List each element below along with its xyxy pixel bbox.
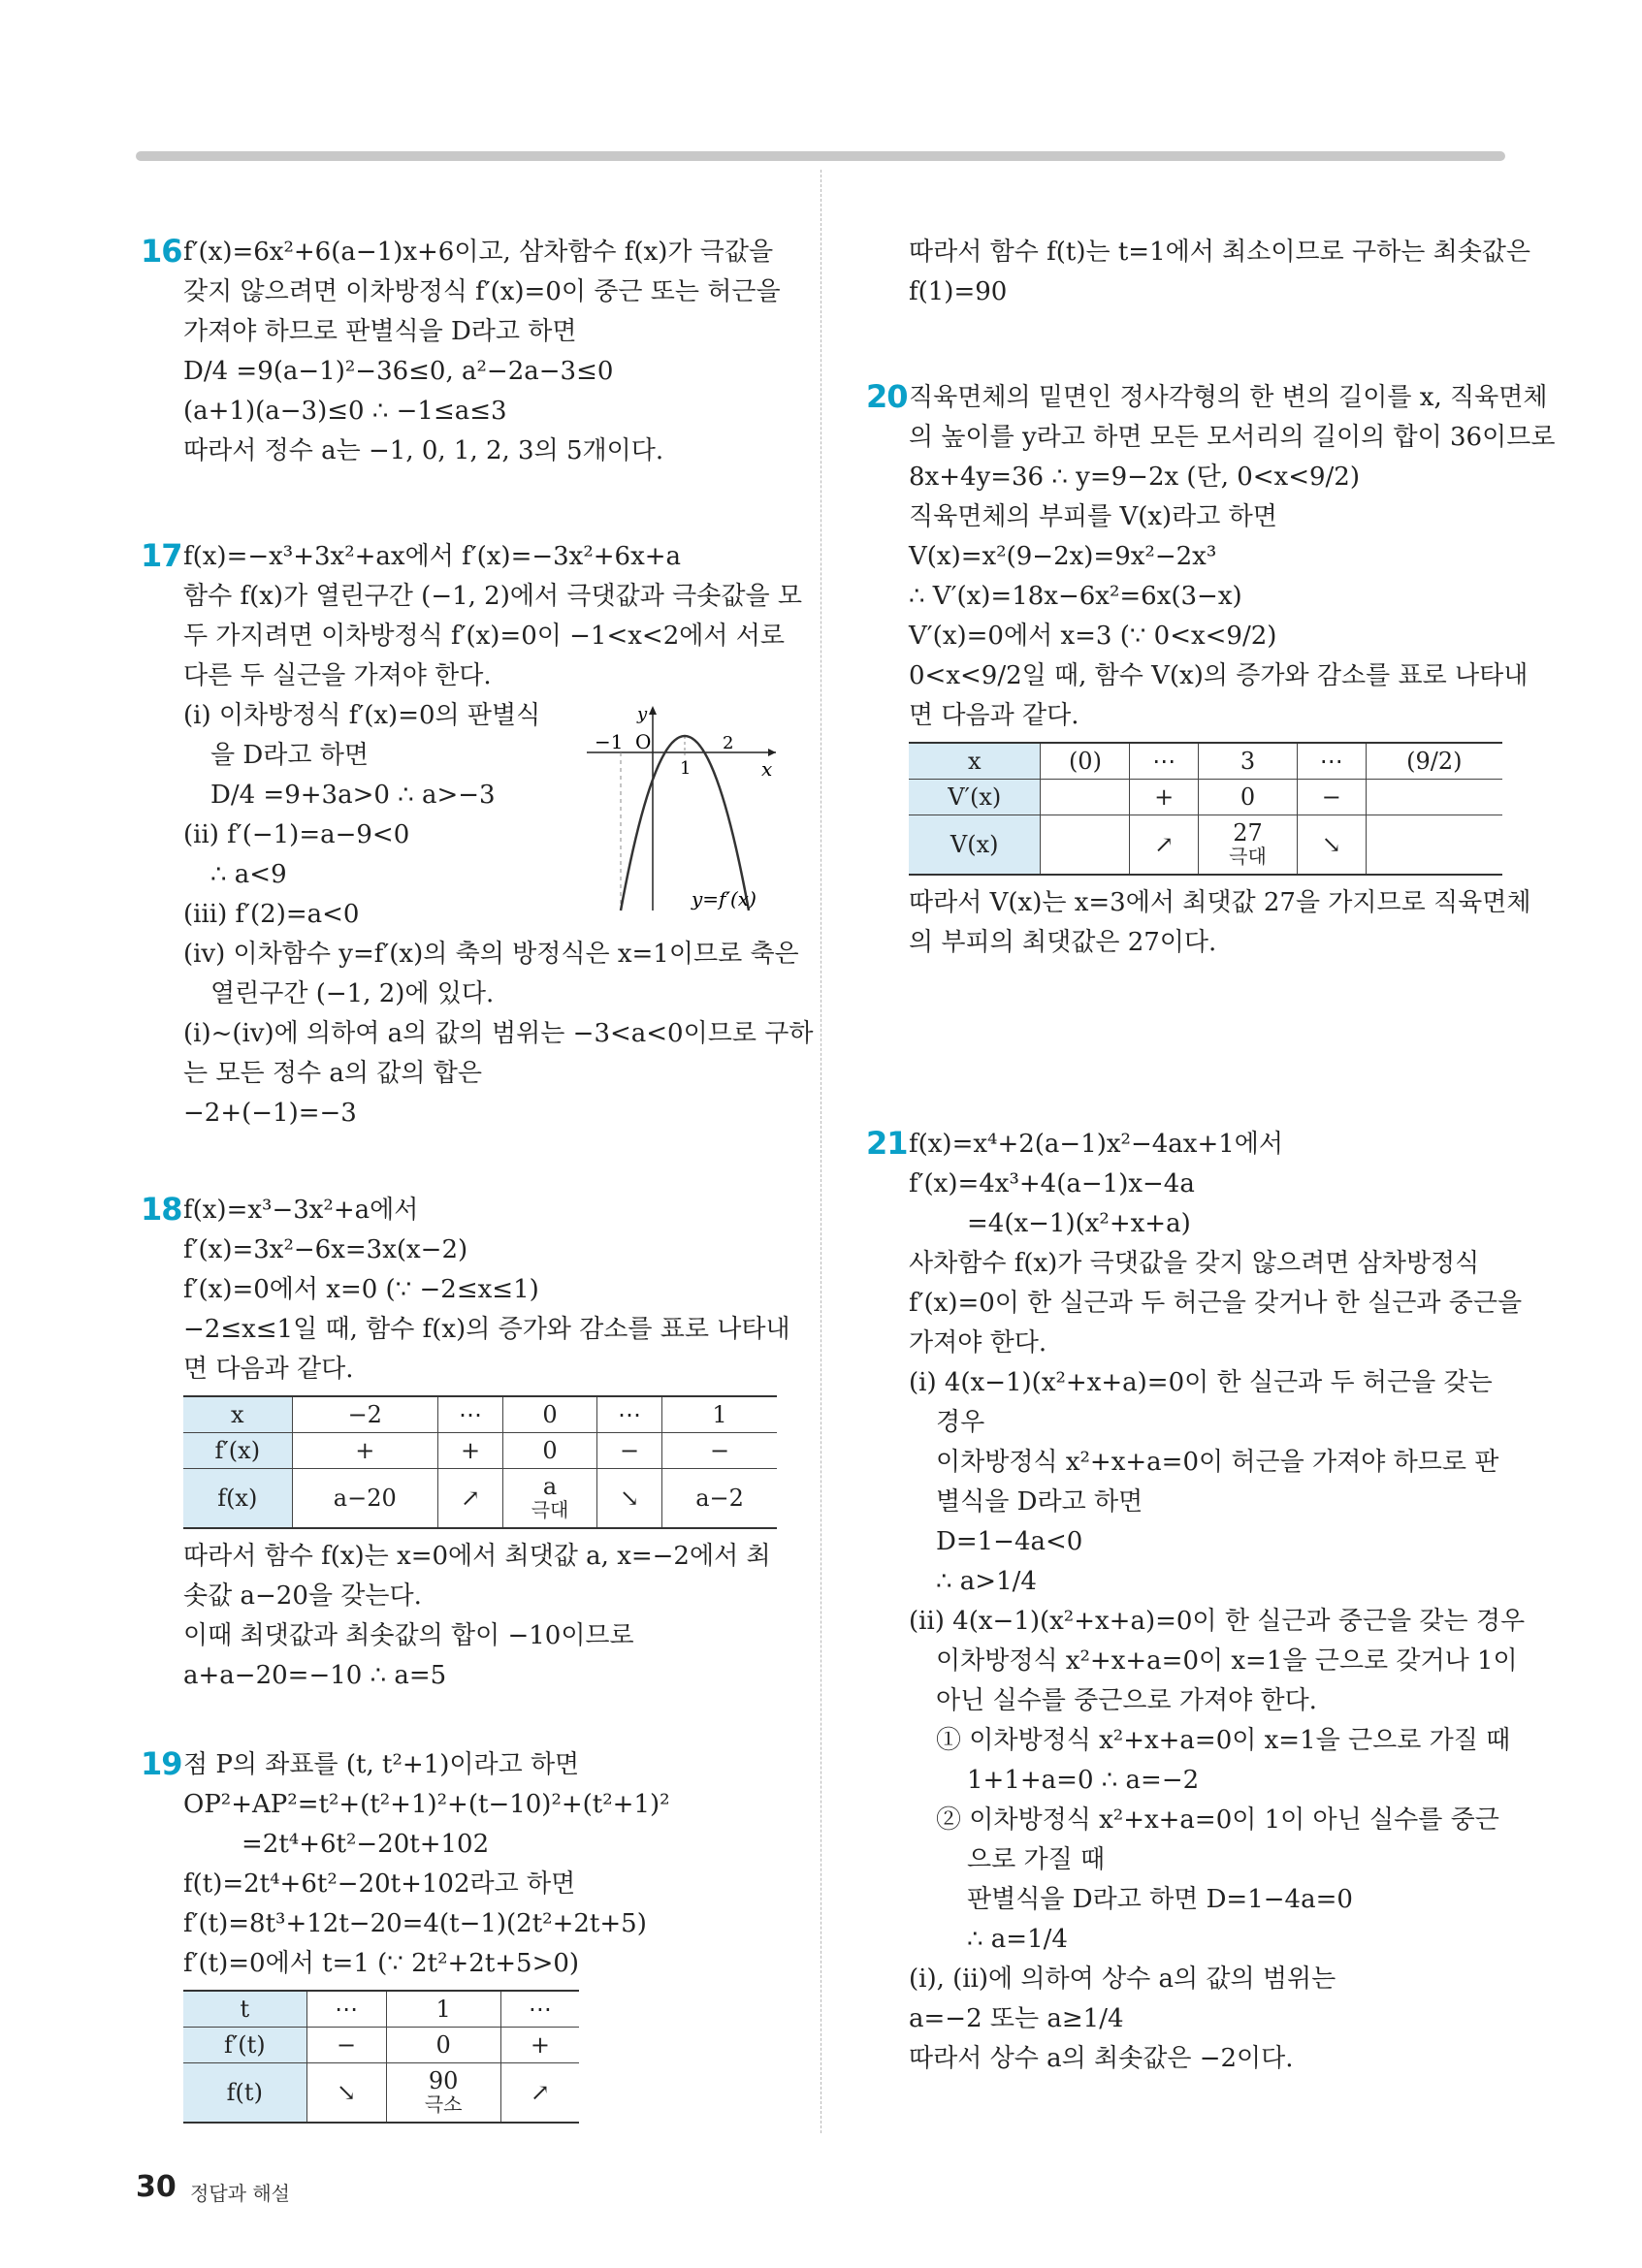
- solution-line: 따라서 함수 f(t)는 t=1에서 최소이므로 구하는 최솟값은: [909, 238, 1531, 267]
- table-cell: +: [437, 1433, 502, 1469]
- solution-line: D=1−4a<0: [936, 1527, 1083, 1556]
- table-cell: ⋯: [596, 1396, 661, 1433]
- solution-line: D/4 =9+3a>0 ∴ a>−3: [210, 781, 496, 810]
- solution-line: ∴ a>1/4: [936, 1567, 1037, 1596]
- table-cell: +: [500, 2028, 579, 2063]
- cell-label: 극대: [531, 1498, 569, 1521]
- solution-line: (a+1)(a−3)≤0 ∴ −1≤a≤3: [183, 397, 507, 426]
- curve-label: y=f′(x): [692, 887, 757, 910]
- solution-line: −2≤x≤1일 때, 함수 f(x)의 증가와 감소를 표로 나타내: [183, 1315, 790, 1344]
- table-cell: ↘: [306, 2063, 386, 2124]
- solution-line: 판별식을 D라고 하면 D=1−4a=0: [967, 1885, 1353, 1914]
- solution-line: f′(x)=6x²+6(a−1)x+6이고, 삼차함수 f(x)가 극값을: [183, 238, 774, 267]
- table-cell: [1366, 815, 1502, 876]
- problem-19: [141, 1745, 781, 2131]
- solution-line: f′(x)=3x²−6x=3x(x−2): [183, 1235, 468, 1264]
- table-cell: 0: [386, 2028, 500, 2063]
- solution-line: 면 다음과 같다.: [909, 701, 1079, 730]
- solution-line: (ⅰ)~(ⅳ)에 의하여 a의 값의 범위는 −3<a<0이므로 구하: [183, 1019, 814, 1048]
- problem-number: 19: [141, 1745, 182, 1782]
- solution-line: 을 D라고 하면: [210, 741, 369, 770]
- table-cell: −: [1297, 780, 1366, 815]
- solution-line: ② 이차방정식 x²+x+a=0이 1이 아닌 실수를 중근: [936, 1805, 1499, 1835]
- solution-line: 직육면체의 부피를 V(x)라고 하면: [909, 502, 1277, 531]
- solution-line: f(x)=−x³+3x²+ax에서 f′(x)=−3x²+6x+a: [183, 542, 682, 571]
- table-cell: V(x): [909, 815, 1041, 876]
- solution-line: 다른 두 실근을 가져야 한다.: [183, 661, 492, 690]
- problem-16: [141, 233, 781, 471]
- table-cell: ↗: [437, 1469, 502, 1529]
- table-cell: ⋯: [306, 1991, 386, 2028]
- solution-line: 8x+4y=36 ∴ y=9−2x (단, 0<x<9/2): [909, 463, 1360, 492]
- table-cell: 1: [662, 1396, 777, 1433]
- table-cell: V′(x): [909, 780, 1041, 815]
- solution-line: 의 높이를 y라고 하면 모든 모서리의 길이의 합이 36이므로: [909, 423, 1556, 452]
- table-cell: ↗: [1130, 815, 1199, 876]
- solution-line: f(1)=90: [909, 277, 1008, 306]
- table-cell: [1041, 780, 1130, 815]
- table-cell: 0: [503, 1396, 597, 1433]
- solution-line: f′(t)=8t³+12t−20=4(t−1)(2t²+2t+5): [183, 1909, 647, 1938]
- variation-table: [183, 1395, 777, 1529]
- tick-label-neg1: −1: [595, 730, 624, 753]
- table-cell: [503, 1469, 597, 1529]
- solution-line: 따라서 V(x)는 x=3에서 최댓값 27을 가지므로 직육면체: [909, 888, 1531, 917]
- solution-line: 경우: [936, 1408, 985, 1437]
- problem-number: 21: [866, 1125, 908, 1162]
- solution-line: ① 이차방정식 x²+x+a=0이 x=1을 근으로 가질 때: [936, 1726, 1511, 1755]
- problem-number: 20: [866, 378, 908, 415]
- solution-line: 따라서 상수 a의 최솟값은 −2이다.: [909, 2044, 1294, 2073]
- solution-line: 사차함수 f(x)가 극댓값을 갖지 않으려면 삼차방정식: [909, 1249, 1480, 1278]
- solution-line: (ⅱ) 4(x−1)(x²+x+a)=0이 한 실근과 중근을 갖는 경우: [909, 1607, 1526, 1636]
- cell-value: a: [542, 1473, 558, 1500]
- solution-line: 별식을 D라고 하면: [936, 1487, 1143, 1517]
- solution-line: 함수 f(x)가 열린구간 (−1, 2)에서 극댓값과 극솟값을 모: [183, 582, 802, 611]
- table-cell: 0: [1199, 780, 1298, 815]
- solution-line: (ⅲ) f′(2)=a<0: [183, 900, 360, 929]
- solution-line: 으로 가질 때: [967, 1845, 1106, 1874]
- table-cell: [1199, 815, 1298, 876]
- cell-label: 극소: [424, 2092, 463, 2116]
- cell-value: 27: [1233, 819, 1263, 847]
- variation-table: [909, 742, 1502, 876]
- table-cell: x: [909, 743, 1041, 780]
- solution-line: 이차방정식 x²+x+a=0이 허근을 가져야 하므로 판: [936, 1448, 1499, 1477]
- problem-17: [141, 537, 814, 1134]
- parabola-graph: [577, 702, 781, 915]
- table-cell: a−2: [662, 1469, 777, 1529]
- x-axis-label: x: [761, 757, 773, 781]
- problem-18: [141, 1191, 790, 1696]
- solution-line: V(x)=x²(9−2x)=9x²−2x³: [909, 542, 1217, 571]
- problem-21: [866, 1125, 1526, 2079]
- solution-line: f′(t)=0에서 t=1 (∵ 2t²+2t+5>0): [183, 1949, 580, 1978]
- solution-line: (ⅱ) f′(−1)=a−9<0: [183, 820, 410, 849]
- solution-line: 면 다음과 같다.: [183, 1355, 354, 1384]
- solution-line: f(t)=2t⁴+6t²−20t+102라고 하면: [183, 1869, 576, 1899]
- solution-line: 이차방정식 x²+x+a=0이 x=1을 근으로 갖거나 1이: [936, 1646, 1518, 1676]
- table-cell: (9/2): [1366, 743, 1502, 780]
- solution-line: (ⅰ), (ⅱ)에 의하여 상수 a의 값의 범위는: [909, 1965, 1336, 1994]
- solution-line: ∴ a<9: [210, 860, 287, 889]
- table-cell: 1: [386, 1991, 500, 2028]
- solution-line: D/4 =9(a−1)²−36≤0, a²−2a−3≤0: [183, 357, 614, 386]
- table-cell: x: [183, 1396, 292, 1433]
- solution-line: 아닌 실수를 중근으로 가져야 한다.: [936, 1686, 1317, 1715]
- solution-line: −2+(−1)=−3: [183, 1099, 357, 1128]
- solution-line: 두 가지려면 이차방정식 f′(x)=0이 −1<x<2에서 서로: [183, 622, 785, 651]
- table-cell: ↘: [596, 1469, 661, 1529]
- table-cell: −2: [292, 1396, 437, 1433]
- table-cell: 3: [1199, 743, 1298, 780]
- solution-line: 솟값 a−20을 갖는다.: [183, 1581, 422, 1611]
- solution-line: a=−2 또는 a≥1/4: [909, 2004, 1124, 2033]
- solution-line: OP²+AP²=t²+(t²+1)²+(t−10)²+(t²+1)²: [183, 1790, 670, 1819]
- tick-label-1: 1: [680, 758, 692, 779]
- footer-label: 정답과 해설: [190, 2182, 290, 2205]
- table-cell: +: [1130, 780, 1199, 815]
- solution-line: 따라서 정수 a는 −1, 0, 1, 2, 3의 5개이다.: [183, 436, 664, 465]
- table-cell: ⋯: [1297, 743, 1366, 780]
- variation-table: [183, 1990, 579, 2124]
- solution-line: 이때 최댓값과 최솟값의 합이 −10이므로: [183, 1621, 634, 1650]
- table-cell: 0: [503, 1433, 597, 1469]
- solution-line: f′(x)=0이 한 실근과 두 허근을 갖거나 한 실근과 중근을: [909, 1289, 1523, 1318]
- solution-line: f′(x)=4x³+4(a−1)x−4a: [909, 1169, 1195, 1198]
- x-axis-arrow: [768, 749, 776, 756]
- table-cell: ⋯: [1130, 743, 1199, 780]
- table-cell: ⋯: [437, 1396, 502, 1433]
- solution-line: 가져야 한다.: [909, 1328, 1047, 1358]
- solution-line: V′(x)=0에서 x=3 (∵ 0<x<9/2): [909, 622, 1277, 651]
- solution-line: =2t⁴+6t²−20t+102: [241, 1830, 490, 1859]
- solution-line: f′(x)=0에서 x=0 (∵ −2≤x≤1): [183, 1275, 539, 1304]
- table-cell: (0): [1041, 743, 1130, 780]
- y-axis-label: y: [637, 704, 648, 724]
- solution-line: f(x)=x⁴+2(a−1)x²−4ax+1에서: [909, 1130, 1284, 1159]
- solution-line: 0<x<9/2일 때, 함수 V(x)의 증가와 감소를 표로 나타내: [909, 661, 1529, 690]
- problem-19-continued: [866, 233, 1531, 312]
- solution-line: 는 모든 정수 a의 값의 합은: [183, 1059, 482, 1088]
- solution-line: 갖지 않으려면 이차방정식 f′(x)=0이 중근 또는 허근을: [183, 277, 781, 306]
- table-cell: f′(x): [183, 1433, 292, 1469]
- cell-label: 극대: [1229, 845, 1267, 868]
- y-axis-arrow: [649, 706, 657, 715]
- table-cell: ⋯: [500, 1991, 579, 2028]
- origin-label: O: [635, 730, 652, 753]
- solution-line: 열린구간 (−1, 2)에 있다.: [210, 979, 495, 1008]
- solution-line: 1+1+a=0 ∴ a=−2: [967, 1766, 1200, 1795]
- table-cell: [1366, 780, 1502, 815]
- cell-value: 90: [428, 2067, 459, 2094]
- solution-line: (ⅰ) 이차방정식 f′(x)=0의 판별식: [183, 701, 541, 730]
- table-cell: f(t): [183, 2063, 306, 2124]
- table-cell: −: [662, 1433, 777, 1469]
- solution-line: 직육면체의 밑면인 정사각형의 한 변의 길이를 x, 직육면체: [909, 383, 1548, 412]
- problem-number: 18: [141, 1191, 182, 1228]
- table-cell: −: [596, 1433, 661, 1469]
- table-cell: [1041, 815, 1130, 876]
- solution-line: 의 부피의 최댓값은 27이다.: [909, 928, 1217, 957]
- problem-number: 17: [141, 537, 182, 574]
- table-cell: f′(t): [183, 2028, 306, 2063]
- table-cell: ↗: [500, 2063, 579, 2124]
- table-cell: +: [292, 1433, 437, 1469]
- top-divider-bar: [136, 151, 1505, 161]
- table-cell: f(x): [183, 1469, 292, 1529]
- problem-number: 16: [141, 233, 182, 270]
- solution-line: 가져야 하므로 판별식을 D라고 하면: [183, 317, 577, 346]
- solution-line: (ⅳ) 이차함수 y=f′(x)의 축의 방정식은 x=1이므로 축은: [183, 940, 799, 969]
- solution-line: f(x)=x³−3x²+a에서: [183, 1196, 419, 1225]
- solution-line: ∴ V′(x)=18x−6x²=6x(3−x): [909, 582, 1242, 611]
- table-cell: a−20: [292, 1469, 437, 1529]
- solution-line: (ⅰ) 4(x−1)(x²+x+a)=0이 한 실근과 두 허근을 갖는: [909, 1368, 1493, 1397]
- solution-line: a+a−20=−10 ∴ a=5: [183, 1661, 447, 1690]
- page-number: 30: [136, 2170, 177, 2204]
- table-cell: [386, 2063, 500, 2124]
- table-cell: ↘: [1297, 815, 1366, 876]
- table-cell: t: [183, 1991, 306, 2028]
- table-cell: −: [306, 2028, 386, 2063]
- solution-line: 점 P의 좌표를 (t, t²+1)이라고 하면: [183, 1750, 580, 1779]
- problem-20: [866, 378, 1556, 963]
- tick-label-2: 2: [723, 733, 734, 753]
- solution-line: ∴ a=1/4: [967, 1925, 1068, 1954]
- solution-line: =4(x−1)(x²+x+a): [967, 1209, 1191, 1238]
- solution-line: 따라서 함수 f(x)는 x=0에서 최댓값 a, x=−2에서 최: [183, 1542, 771, 1571]
